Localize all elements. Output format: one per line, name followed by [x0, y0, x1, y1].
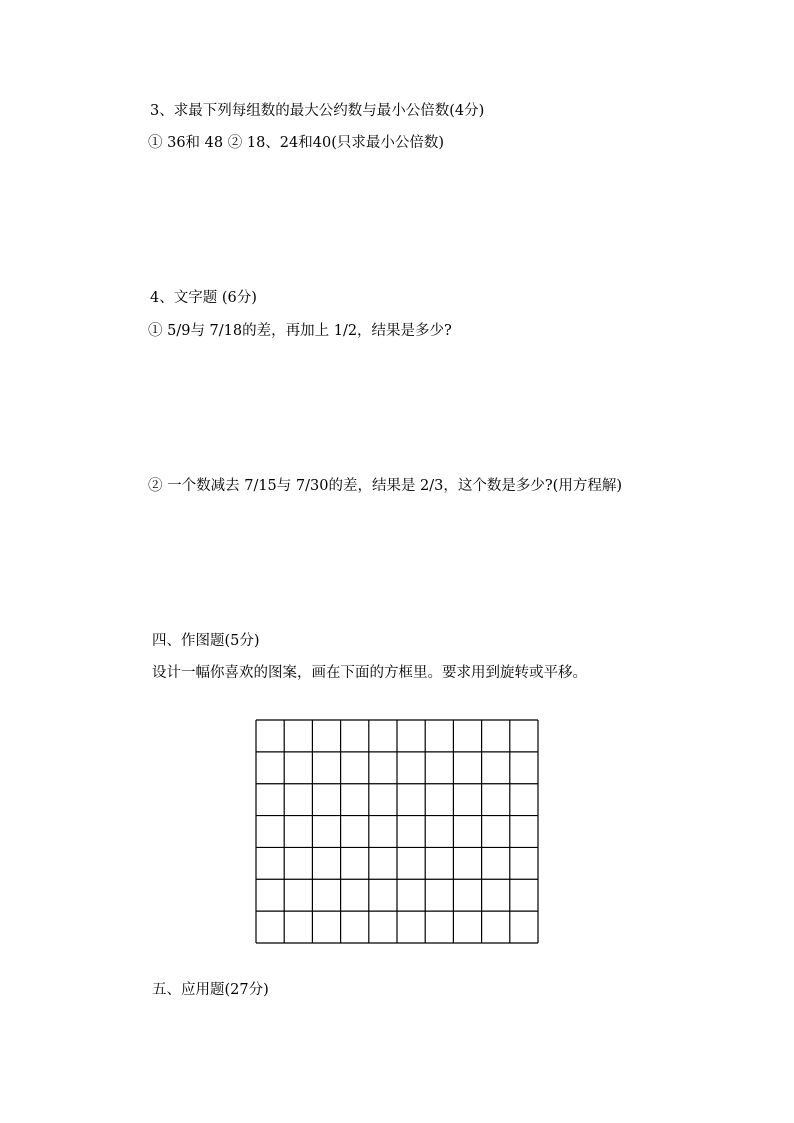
question-4-item-1: ① 5/9与 7/18的差，再加上 1/2，结果是多少? — [148, 323, 452, 339]
section-4-title: 四、作图题(5分) — [152, 633, 260, 649]
question-4-item-2: ② 一个数减去 7/15与 7/30的差，结果是 2/3，这个数是多少?(用方程解) — [148, 478, 622, 494]
section-5-title: 五、应用题(27分) — [152, 982, 269, 998]
question-4-title: 4、文字题 (6分) — [150, 290, 257, 306]
drawing-grid[interactable] — [255, 719, 539, 945]
question-3-title: 3、求最下列每组数的最大公约数与最小公倍数(4分) — [150, 103, 485, 119]
section-4-description: 设计一幅你喜欢的图案，画在下面的方框里。要求用到旋转或平移。 — [152, 665, 587, 681]
question-3-item: ① 36和 48 ② 18、24和40(只求最小公倍数) — [148, 135, 445, 151]
